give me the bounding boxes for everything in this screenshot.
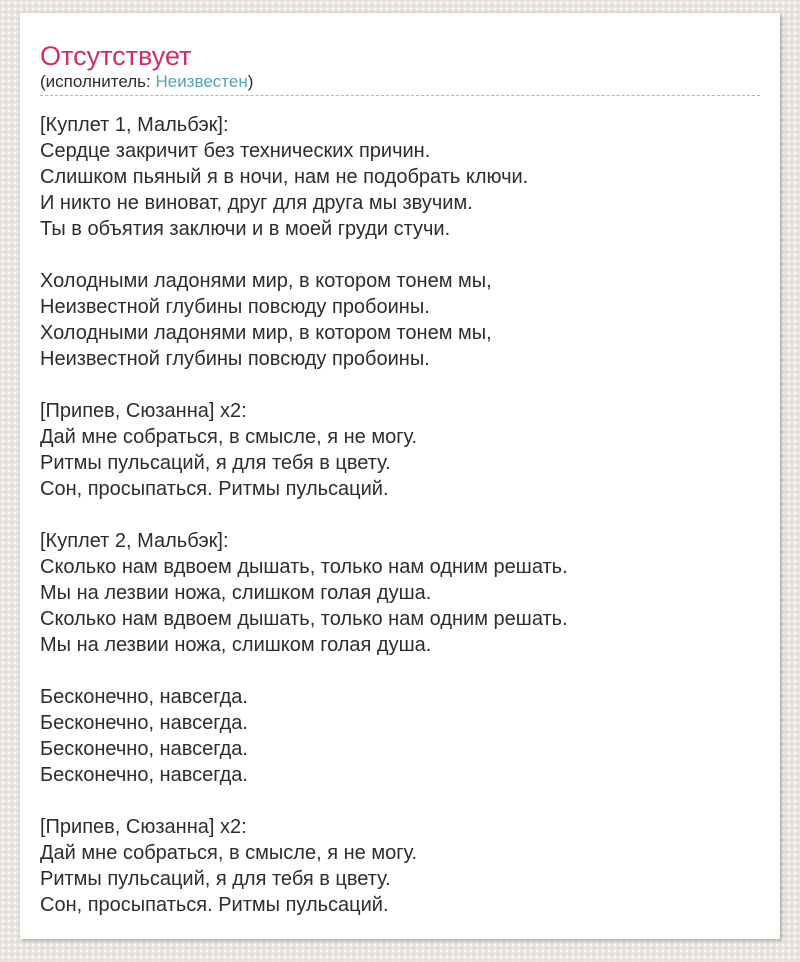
lyric-line: Мы на лезвии ножа, слишком голая душа. xyxy=(40,634,432,656)
song-title: Отсутствует xyxy=(40,41,192,71)
lyric-line: Сон, просыпаться. Ритмы пульсаций. xyxy=(40,894,389,916)
lyric-line: Сколько нам вдвоем дышать, только нам одним решать. xyxy=(40,608,568,630)
lyric-line: [Припев, Сюзанна] x2: xyxy=(40,816,247,838)
artist-link[interactable]: Неизвестен xyxy=(155,72,248,91)
lyrics-card xyxy=(20,13,780,939)
artist-line xyxy=(40,72,760,96)
lyric-line: Ритмы пульсаций, я для тебя в цвету. xyxy=(40,868,391,890)
lyric-line: Бесконечно, навсегда. xyxy=(40,764,248,786)
artist-label-prefix: (исполнитель: xyxy=(40,72,156,91)
lyrics xyxy=(40,112,760,918)
lyric-line: Сколько нам вдвоем дышать, только нам одним решать. xyxy=(40,556,568,578)
lyric-line: [Куплет 1, Мальбэк]: xyxy=(40,114,229,136)
lyric-line: И никто не виноват, друг для друга мы звучим. xyxy=(40,192,473,214)
lyric-line: Ритмы пульсаций, я для тебя в цвету. xyxy=(40,452,391,474)
lyric-line: [Припев, Сюзанна] x2: xyxy=(40,400,247,422)
lyric-line: Сердце закричит без технических причин. xyxy=(40,140,431,162)
lyric-line: Бесконечно, навсегда. xyxy=(40,686,248,708)
stanza xyxy=(40,528,760,658)
lyric-line: Бесконечно, навсегда. xyxy=(40,738,248,760)
lyric-line: Ты в объятия заключи и в моей груди стучи. xyxy=(40,218,451,240)
stanza xyxy=(40,398,760,502)
lyric-line: Бесконечно, навсегда. xyxy=(40,712,248,734)
lyric-line: Неизвестной глубины повсюду пробоины. xyxy=(40,296,430,318)
lyric-line: [Куплет 2, Мальбэк]: xyxy=(40,530,229,552)
lyric-line: Холодными ладонями мир, в котором тонем мы, xyxy=(40,270,492,292)
artist-label-suffix: ) xyxy=(247,72,254,91)
lyric-line: Дай мне собраться, в смысле, я не могу. xyxy=(40,842,418,864)
stanza xyxy=(40,814,760,918)
lyric-line: Дай мне собраться, в смысле, я не могу. xyxy=(40,426,418,448)
stanza xyxy=(40,112,760,242)
lyric-line: Холодными ладонями мир, в котором тонем мы, xyxy=(40,322,492,344)
lyric-line: Сон, просыпаться. Ритмы пульсаций. xyxy=(40,478,389,500)
lyric-line: Слишком пьяный я в ночи, нам не подобрать ключи. xyxy=(40,166,529,188)
lyric-line: Мы на лезвии ножа, слишком голая душа. xyxy=(40,582,432,604)
stanza xyxy=(40,684,760,788)
lyric-line: Неизвестной глубины повсюду пробоины. xyxy=(40,348,430,370)
stanza xyxy=(40,268,760,372)
